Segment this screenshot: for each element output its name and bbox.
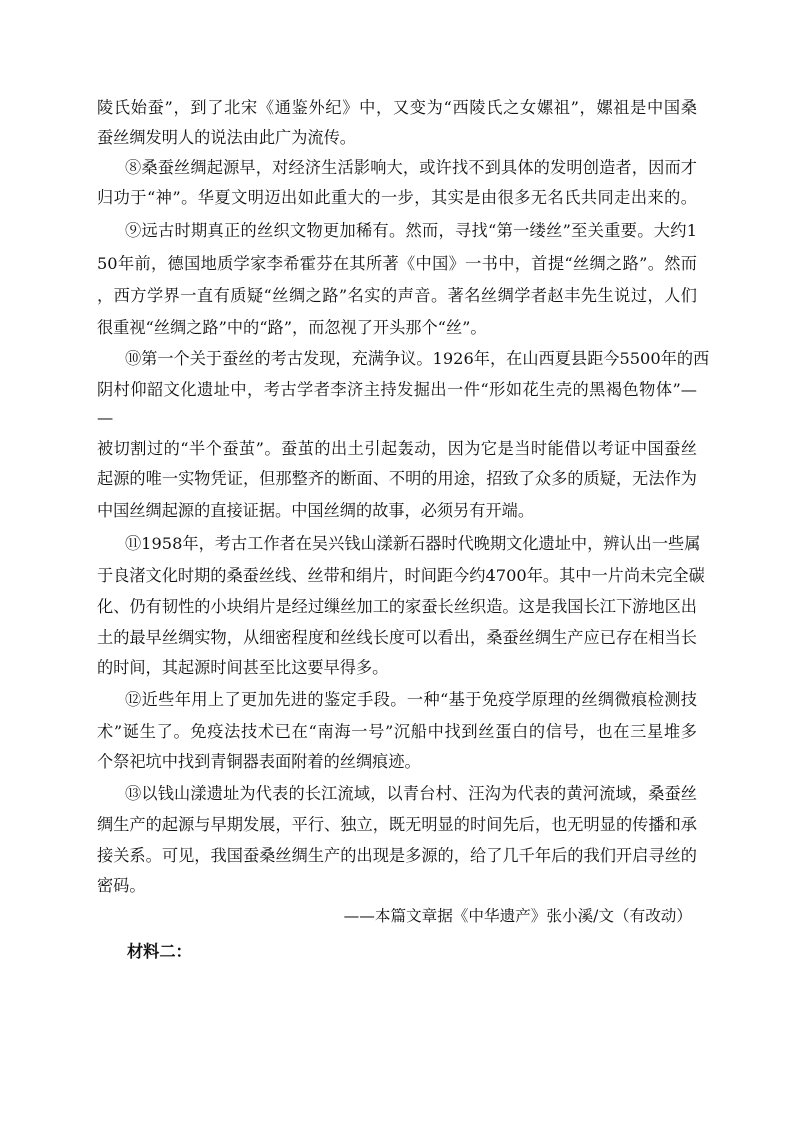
text-line: — xyxy=(97,408,114,427)
text-line: 陵氏始蚕”，到了北宋《通鉴外纪》中，又变为“西陵氏之女嫘祖”，嫘祖是中国桑 xyxy=(97,98,697,117)
text-line: 的时间，其起源时间甚至比这要早得多。 xyxy=(97,658,389,677)
text-line: 于良渚文化时期的桑蚕丝线、丝带和绢片，时间距今约4700年。其中一片尚未完全碳 xyxy=(97,566,705,585)
text-line: 中国丝绸起源的直接证据。中国丝绸的故事，必须另有开端。 xyxy=(97,501,535,520)
text-line: 50年前，德国地质学家李希霍芬在其所著《中国》一书中，首提“丝绸之路”。然而 xyxy=(97,254,697,273)
paragraph-10-line: ⑩第一个关于蚕丝的考古发现，充满争议。1926年，在山西夏县距今5500年的西 xyxy=(125,349,710,368)
material-two-heading: 材料二： xyxy=(127,942,192,961)
text-line: 术”诞生了。免疫法技术已在“南海一号”沉船中找到丝蛋白的信号，也在三星堆多 xyxy=(97,722,697,741)
text-line: 绸生产的起源与早期发展，平行、独立，既无明显的时间先后，也无明显的传播和承 xyxy=(97,815,697,834)
paragraph-11-line: ⑪1958年，考古工作者在吴兴钱山漾新石器时代晚期文化遗址中，辨认出一些属 xyxy=(125,534,701,553)
paragraph-12-line: ⑫近些年用上了更加先进的鉴定手段。一种“基于免疫学原理的丝绸微痕检测技 xyxy=(125,690,697,709)
paragraph-13-line: ⑬以钱山漾遗址为代表的长江流域，以青台村、汪沟为代表的黄河流域，桑蚕丝 xyxy=(125,784,697,803)
text-line: 归功于“神”。华夏文明迈出如此重大的一步，其实是由很多无名氏共同走出来的。 xyxy=(97,188,697,207)
text-line: 很重视“丝绸之路”中的“路”，而忽视了开头那个“丝”。 xyxy=(97,318,487,337)
text-line: 个祭祀坑中找到青铜器表面附着的丝绸痕迹。 xyxy=(97,752,421,771)
text-line: ，西方学界一直有质疑“丝绸之路”名实的声音。著名丝绸学者赵丰先生说过，人们 xyxy=(97,286,697,305)
text-line: 起源的唯一实物凭证，但那整齐的断面、不明的用途，招致了众多的质疑，无法作为 xyxy=(97,469,697,488)
text-line: 被切割过的“半个蚕茧”。蚕茧的出土引起轰动，因为它是当时能借以考证中国蚕丝 xyxy=(97,439,697,458)
text-line: 密码。 xyxy=(97,876,146,895)
text-line: 接关系。可见，我国蚕桑丝绸生产的出现是多源的，给了几千年后的我们开启寻丝的 xyxy=(97,846,697,865)
text-line: 蚕丝绸发明人的说法由此广为流传。 xyxy=(97,128,356,147)
source-attribution: ——本篇文章据《中华遗产》张小溪/文（有改动） xyxy=(343,907,692,925)
text-line: 化、仍有韧性的小块绢片是经过缫丝加工的家蚕长丝织造。这是我国长江下游地区出 xyxy=(97,597,697,616)
paragraph-9-line: ⑨远古时期真正的丝织文物更加稀有。然而，寻找“第一缕丝”至关重要。大约1 xyxy=(125,221,697,240)
paragraph-8-line: ⑧桑蚕丝绸起源早，对经济生活影响大，或许找不到具体的发明创造者，因而才 xyxy=(125,158,697,177)
text-line: 土的最早丝绸实物，从细密程度和丝线长度可以看出，桑蚕丝绸生产应已存在相当长 xyxy=(97,628,697,647)
text-line: 阴村仰韶文化遗址中，考古学者李济主持发掘出一件“形如花生壳的黑褐色物体”— xyxy=(97,380,697,399)
